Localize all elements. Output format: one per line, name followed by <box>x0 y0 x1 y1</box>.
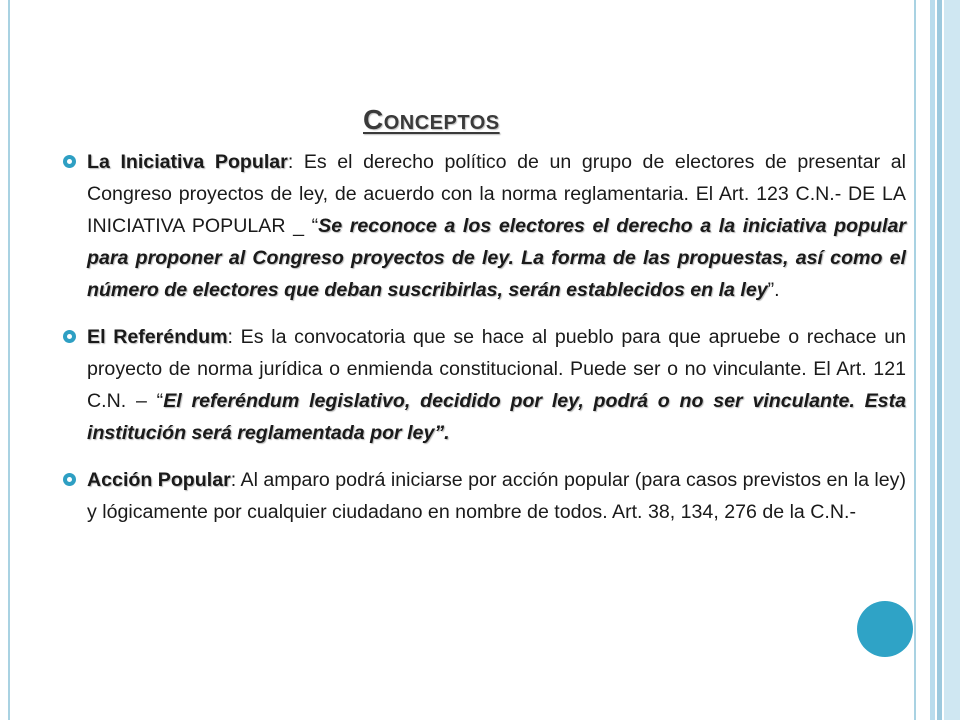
item-tail: ”. <box>767 279 780 301</box>
right-decorative-stripes <box>930 0 960 720</box>
list-item-referendum <box>60 321 906 449</box>
quoted-text: Se reconoce a los electores el derecho a la iniciativa popular para proponer al Congreso proyectos de ley. La forma de las propuestas, así como el número de electores que deban suscribirlas, serán establecidos en la ley <box>87 215 906 301</box>
item-text: : Es el derecho político de un grupo de electores de presentar al Congreso proyectos de ley, de acuerdo con la norma reglamentaria. El Art. 123 C.N.- DE LA INICIATIVA POPULAR _ “ <box>87 151 906 237</box>
left-frame-line <box>8 0 10 720</box>
item-text: : Es la convocatoria que se hace al pueblo para que apruebe o rechace un proyecto de norma jurídica o enmienda constitucional. Puede ser o no vinculante. El Art. 121 C.N. – “ <box>87 326 907 412</box>
ring-bullet-icon <box>63 155 76 168</box>
list-item-accion-popular <box>60 464 906 528</box>
ring-bullet-icon <box>63 330 76 343</box>
list-item-iniciativa-popular <box>60 146 906 306</box>
right-frame-line <box>914 0 916 720</box>
bullet-list <box>60 146 906 543</box>
slide-title: Conceptos <box>363 104 500 135</box>
term-label: Acción Popular <box>87 469 231 491</box>
item-text: : Al amparo podrá iniciarse por acción popular (para casos previstos en la ley) y lógicamente por cualquier ciudadano en nombre de todos. Art. 38, 134, 276 de la C.N.- <box>87 469 906 523</box>
ring-bullet-icon <box>63 473 76 486</box>
term-label: El Referéndum <box>87 326 228 348</box>
accent-circle <box>857 601 913 657</box>
term-label: La Iniciativa Popular <box>87 151 288 173</box>
quoted-text: El referéndum legislativo, decidido por ley, podrá o no ser vinculante. Esta institución será reglamentada por ley”. <box>87 390 906 444</box>
